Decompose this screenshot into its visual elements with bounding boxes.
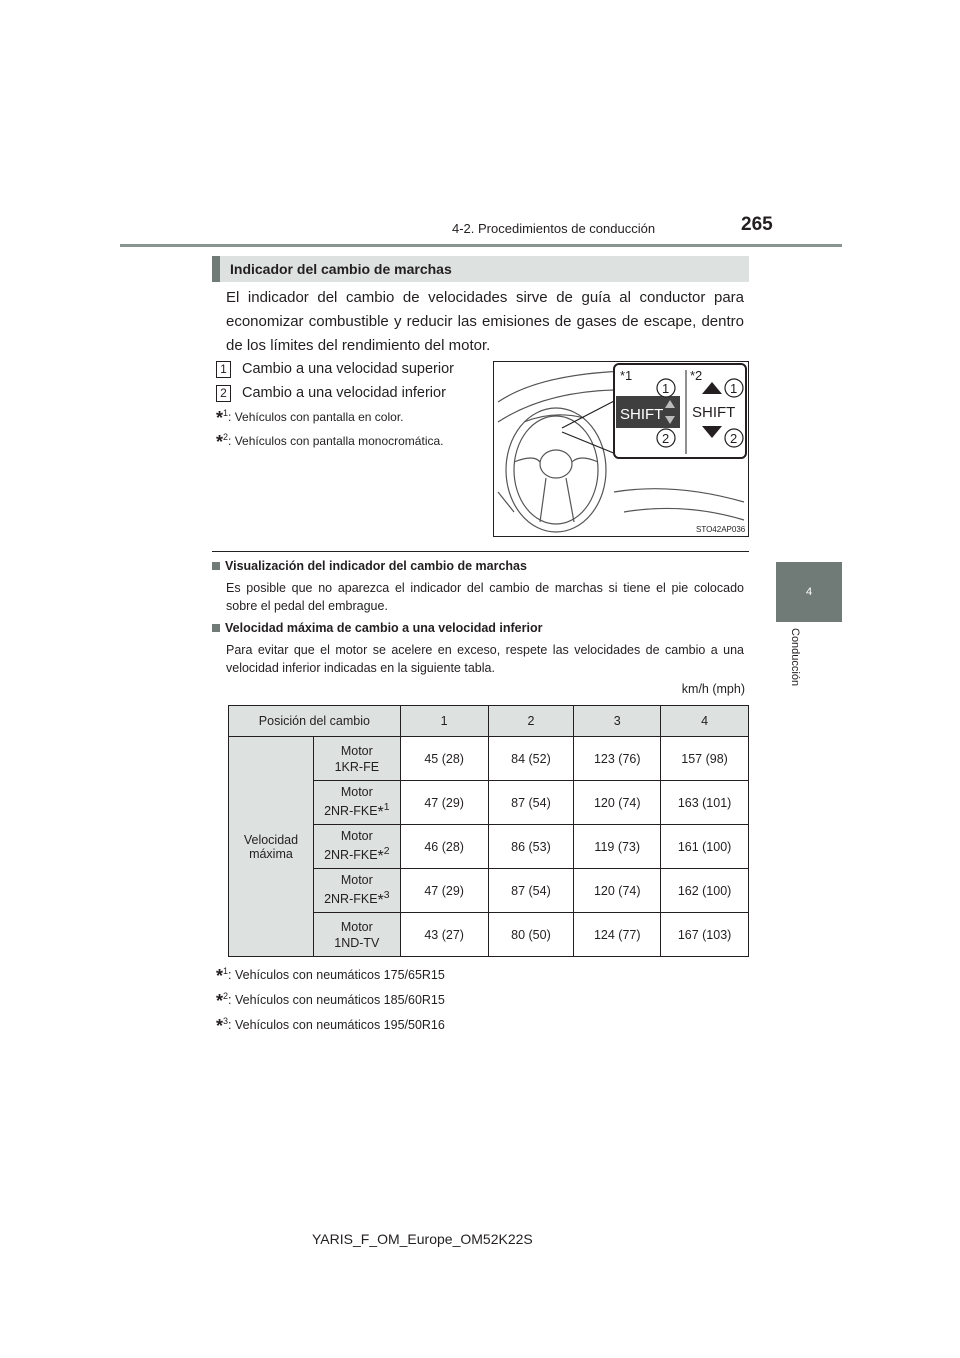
header-rule xyxy=(120,244,842,247)
intro-paragraph: El indicador del cambio de velocidades sirve de guía al conductor para economizar combustible y reducir las emisiones de gases de escape, dentro de los límites del rendimiento del motor. xyxy=(226,289,744,354)
engine-code: 1ND-TV xyxy=(334,935,380,950)
chapter-tab[interactable]: 4 xyxy=(776,562,842,622)
row-label-line: máxima xyxy=(249,846,293,861)
shift-label-mono: SHIFT xyxy=(692,404,736,421)
engine-cell xyxy=(313,869,400,913)
callout-1: 1 xyxy=(730,381,738,396)
footnote-index: 2 xyxy=(223,991,229,1001)
footnote-index: 2 xyxy=(223,432,229,442)
star2-label: *2 xyxy=(690,368,703,383)
note-title-text: Visualización del indicador del cambio de marchas xyxy=(225,559,527,573)
footnote-index: 1 xyxy=(383,801,390,813)
units-label: km/h (mph) xyxy=(681,682,745,696)
row-label-line: Velocidad xyxy=(243,832,299,847)
engine-code: 2NR-FKE xyxy=(324,804,378,819)
legend-item xyxy=(216,382,446,404)
section-title: Indicador del cambio de marchas xyxy=(212,256,749,282)
speed-cell: 167 (103) xyxy=(661,913,749,957)
engine-cell xyxy=(313,737,400,781)
callout-2: 2 xyxy=(662,431,670,446)
speed-cell: 86 (53) xyxy=(488,825,574,869)
legend-text: Cambio a una velocidad inferior xyxy=(242,385,446,401)
speed-cell: 123 (76) xyxy=(574,737,661,781)
footnote-index: 1 xyxy=(223,408,229,418)
speed-cell: 163 (101) xyxy=(661,781,749,825)
note-text: Es posible que no aparezca el indicador del cambio de marchas si tiene el pie colocado sobre el pedal del embrague. xyxy=(226,581,744,613)
illus-footnote xyxy=(216,432,444,453)
chapter-label: Conducción xyxy=(789,628,801,687)
note-title xyxy=(212,621,542,635)
speed-cell: 120 (74) xyxy=(574,781,661,825)
engine-code: 1KR-FE xyxy=(334,759,380,774)
footnote-index: 1 xyxy=(223,966,229,976)
motor-word: Motor xyxy=(340,872,373,887)
speed-cell: 43 (27) xyxy=(400,913,488,957)
engine-cell xyxy=(313,913,400,957)
asterisk-mark: * xyxy=(216,432,224,452)
speed-cell: 45 (28) xyxy=(400,737,488,781)
engine-code: 2NR-FKE xyxy=(324,892,378,907)
legend-item xyxy=(216,358,454,380)
table-header-gear: 1 xyxy=(400,706,488,737)
footnote-text: : Vehículos con pantalla en color. xyxy=(228,410,404,424)
section-divider xyxy=(212,551,749,552)
row-group-label xyxy=(229,737,314,957)
asterisk-mark: * xyxy=(377,848,384,866)
table-header-gear: 4 xyxy=(661,706,749,737)
speed-cell: 47 (29) xyxy=(400,781,488,825)
footnote-index: 3 xyxy=(223,1016,229,1026)
downshift-speed-table xyxy=(228,705,749,957)
speed-cell: 84 (52) xyxy=(488,737,574,781)
speed-cell: 80 (50) xyxy=(488,913,574,957)
document-code: YARIS_F_OM_Europe_OM52K22S xyxy=(312,1231,533,1247)
page-number: 265 xyxy=(741,214,773,235)
asterisk-mark: * xyxy=(216,991,224,1012)
asterisk-mark: * xyxy=(216,966,224,987)
bullet-square-icon xyxy=(212,624,220,632)
motor-word: Motor xyxy=(340,828,373,843)
legend-number: 1 xyxy=(216,361,231,378)
asterisk-mark: * xyxy=(377,892,384,910)
legend-number: 2 xyxy=(216,385,231,402)
engine-cell xyxy=(313,781,400,825)
asterisk-mark: * xyxy=(216,408,224,428)
speed-cell: 119 (73) xyxy=(574,825,661,869)
speed-cell: 47 (29) xyxy=(400,869,488,913)
section-breadcrumb: 4-2. Procedimientos de conducción xyxy=(452,221,656,236)
motor-word: Motor xyxy=(340,784,373,799)
engine-cell xyxy=(313,825,400,869)
asterisk-mark: * xyxy=(216,1016,224,1037)
speed-cell: 46 (28) xyxy=(400,825,488,869)
footnote-text: : Vehículos con neumáticos 195/50R16 xyxy=(228,1018,445,1033)
table-footnote xyxy=(216,991,445,1012)
speed-cell: 87 (54) xyxy=(488,869,574,913)
shift-indicator-illustration xyxy=(493,361,749,537)
shift-label-color: SHIFT xyxy=(620,406,664,423)
footnote-text: : Vehículos con pantalla monocromática. xyxy=(228,434,444,448)
engine-code: 2NR-FKE xyxy=(324,848,378,863)
footnote-index: 3 xyxy=(383,889,390,901)
speed-cell: 124 (77) xyxy=(574,913,661,957)
note-title-text: Velocidad máxima de cambio a una velocidad inferior xyxy=(225,621,543,635)
motor-word: Motor xyxy=(340,743,373,758)
table-row xyxy=(229,737,749,781)
footnote-text: : Vehículos con neumáticos 175/65R15 xyxy=(228,968,445,983)
table-footnote xyxy=(216,966,445,987)
speed-cell: 157 (98) xyxy=(661,737,749,781)
footnote-index: 2 xyxy=(383,845,390,857)
speed-cell: 87 (54) xyxy=(488,781,574,825)
callout-2: 2 xyxy=(730,431,738,446)
footnote-text: : Vehículos con neumáticos 185/60R15 xyxy=(228,993,445,1008)
illustration-code: STO42AP036 xyxy=(696,525,746,534)
legend-text: Cambio a una velocidad superior xyxy=(242,361,454,377)
callout-1: 1 xyxy=(662,381,670,396)
bullet-square-icon xyxy=(212,562,220,570)
dashboard-drawing xyxy=(494,362,748,536)
note-title xyxy=(212,559,527,573)
note-text: Para evitar que el motor se acelere en exceso, respete las velocidades de cambio a una velocidad inferior indicadas en la siguiente tabla. xyxy=(226,643,744,675)
illus-footnote xyxy=(216,408,403,429)
table-header-gear: 3 xyxy=(574,706,661,737)
motor-word: Motor xyxy=(340,919,373,934)
asterisk-mark: * xyxy=(377,804,384,822)
speed-cell: 120 (74) xyxy=(574,869,661,913)
speed-cell: 161 (100) xyxy=(661,825,749,869)
speed-cell: 162 (100) xyxy=(661,869,749,913)
table-footnote xyxy=(216,1016,445,1037)
table-header-position: Posición del cambio xyxy=(229,706,401,737)
star1-label: *1 xyxy=(620,368,633,383)
table-header-gear: 2 xyxy=(488,706,574,737)
